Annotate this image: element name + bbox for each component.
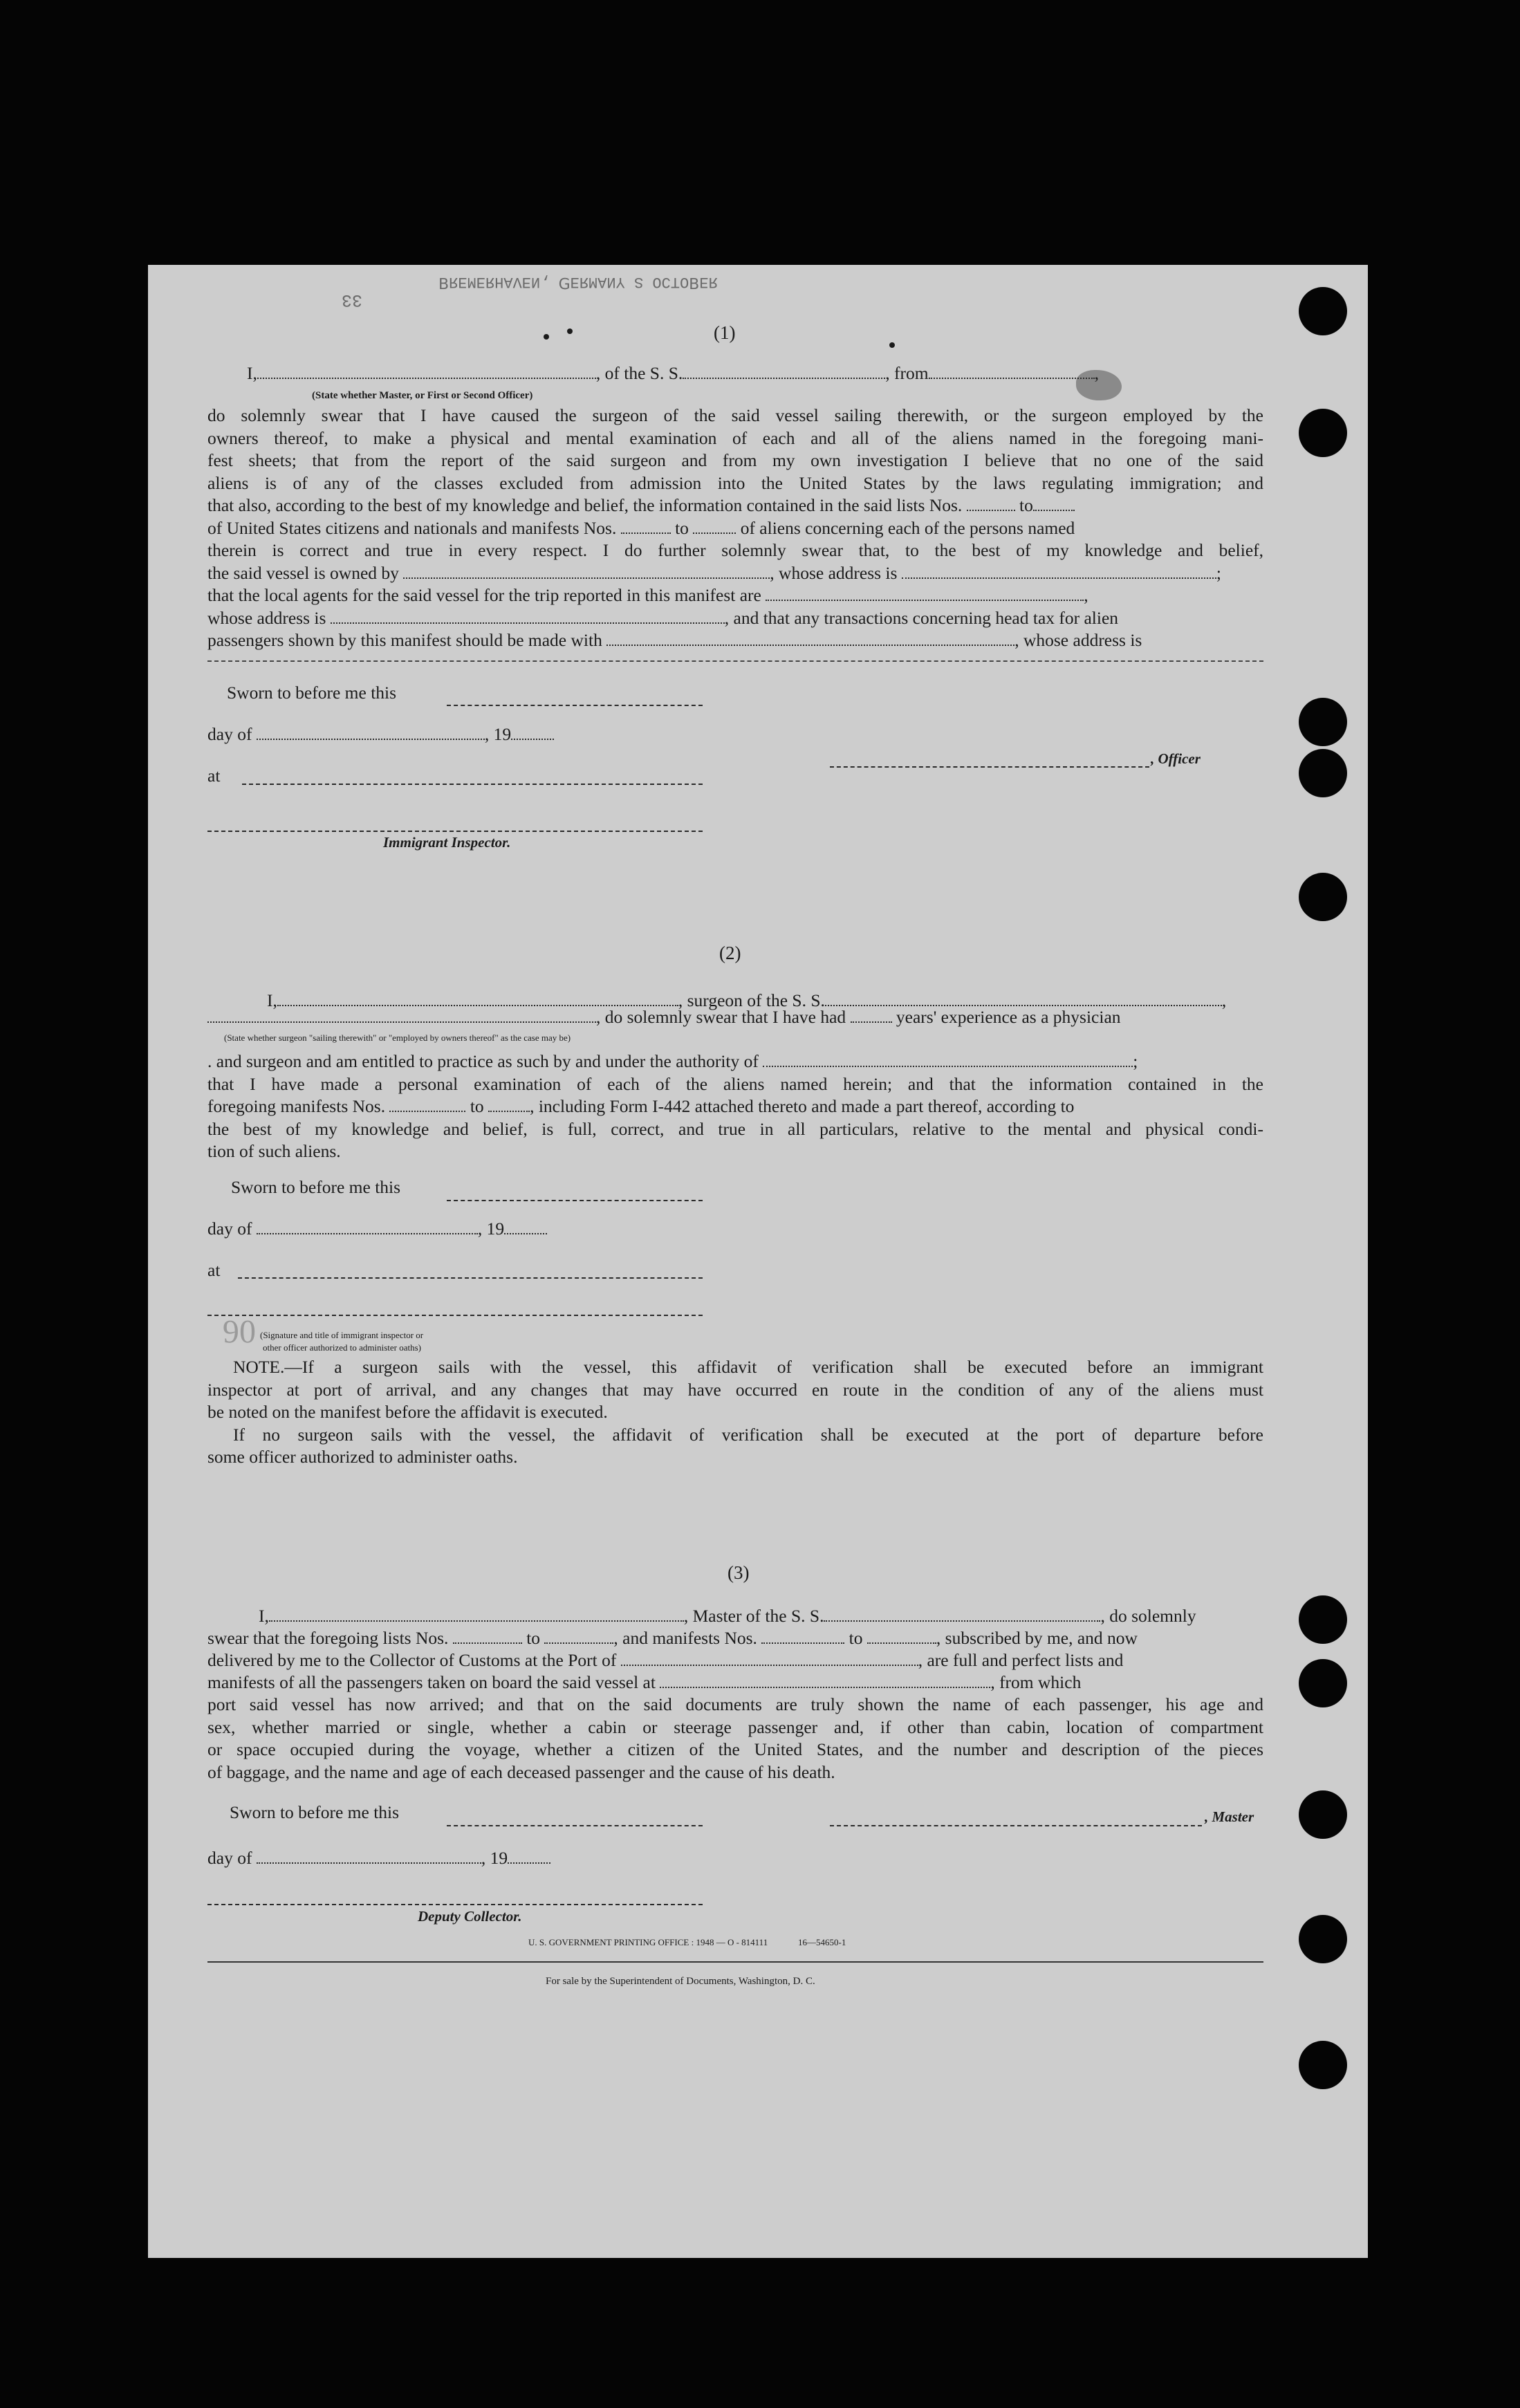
sec3-line-boarded: manifests of all the passengers taken on board the said vessel at , from which [207, 1672, 1082, 1692]
sec2-signature-label: (Signature and title of immigrant inspector or [260, 1330, 424, 1340]
sec2-signature-label: other officer authorized to administer oaths) [263, 1342, 421, 1353]
binder-hole [1299, 1659, 1347, 1707]
sec2-para-line: tion of such aliens. [207, 1141, 341, 1161]
sec1-line-officer: I, , of the S. S. , from , [247, 363, 1099, 383]
binder-hole [1299, 1790, 1347, 1839]
sec3-para-line: sex, whether married or single, whether a cabin or steerage passenger and, if other than cabin, location of compartment [207, 1716, 1263, 1737]
binder-hole [1299, 749, 1347, 797]
margin-mark: 06 [223, 1313, 256, 1350]
officer-label: , Officer [1151, 750, 1201, 767]
sec2-signature-line [207, 1315, 703, 1316]
sec1-para-line: whose address is , and that any transactions concerning head tax for alien [207, 607, 1119, 628]
note-line: NOTE.—If a surgeon sails with the vessel, this affidavit of verification shall be executed before an immigrant [233, 1357, 1263, 1377]
binder-hole [1299, 287, 1347, 335]
gpo-imprint: U. S. GOVERNMENT PRINTING OFFICE : 1948 — O - 814111 [528, 1937, 768, 1947]
binder-hole [1299, 873, 1347, 921]
sec1-para-line: that also, according to the best of my knowledge and belief, the information contained in the said lists Nos. to [207, 494, 1263, 517]
sec1-sworn: Sworn to before me this [227, 683, 397, 703]
page-number-stamp: 33 [342, 290, 363, 310]
sec1-paragraph [207, 405, 1263, 652]
sec3-day-of: day of , 19 [207, 1847, 550, 1870]
binder-hole [1299, 409, 1347, 457]
manifest-sheet [148, 265, 1368, 2258]
ink-dot [544, 334, 549, 340]
sec2-paragraph [207, 1050, 1263, 1163]
sec2-para-line: that I have made a personal examination of each of the aliens named herein; and that the information contained in the [207, 1073, 1263, 1094]
ink-dot [889, 342, 895, 348]
sworn-date-line [447, 705, 703, 706]
sec2-at: at [207, 1260, 221, 1280]
sworn-date-line [447, 1825, 703, 1826]
sec3-sworn: Sworn to before me this [230, 1802, 400, 1822]
sec1-at: at [207, 766, 221, 786]
binder-hole [1299, 2041, 1347, 2089]
sec1-address-line [207, 660, 1263, 662]
officer-signature-line [830, 766, 1149, 768]
inspector-signature-line [207, 831, 703, 832]
section-2-number: (2) [719, 943, 741, 963]
sec1-day-of: day of , 19 [207, 723, 554, 746]
sec1-at-line [242, 784, 703, 785]
section-1-number: (1) [714, 322, 736, 343]
footer-rule [207, 1961, 1263, 1963]
deputy-signature-line [207, 1904, 703, 1905]
sec1-para-line: fest sheets; that from the report of the said surgeon and from my own investigation I believe that no one of the said [207, 450, 1263, 470]
sec1-para-line: passengers shown by this manifest should be made with , whose address is [207, 630, 1142, 650]
sec1-para-line: therein is correct and true in every respect. I do further solemnly swear that, to the best of my knowledge and belief, [207, 540, 1263, 560]
sec3-para-line: or space occupied during the voyage, whether a citizen of the United States, and the number and description of the pieces [207, 1739, 1263, 1759]
binder-hole [1299, 698, 1347, 746]
sec1-officer-label: (State whether Master, or First or Second Officer) [312, 390, 533, 401]
section-3-number: (3) [727, 1562, 750, 1583]
sec1-para-line: the said vessel is owned by , whose address is ; [207, 562, 1221, 583]
sec2-at-line [238, 1277, 703, 1279]
sec3-line-port: delivered by me to the Collector of Customs at the Port of , are full and perfect lists and [207, 1650, 1124, 1670]
sec3-line-master: I, , Master of the S. S. , do solemnly [259, 1606, 1196, 1626]
inspector-label: Immigrant Inspector. [383, 834, 511, 851]
sec2-para-line: foregoing manifests Nos. to , including Form I-442 attached thereto and made a part thereof, according to [207, 1096, 1075, 1116]
note-line: some officer authorized to administer oaths. [207, 1447, 518, 1467]
sec2-day-of: day of , 19 [207, 1218, 547, 1241]
master-signature-line [830, 1825, 1202, 1826]
ink-dot [567, 328, 573, 334]
note-line: be noted on the manifest before the affidavit is executed. [207, 1402, 608, 1422]
form-number: 16—54650-1 [798, 1937, 846, 1947]
sec2-sworn: Sworn to before me this [231, 1177, 401, 1197]
sec3-paragraph [207, 1694, 1263, 1784]
sec1-para-line: aliens is of any of the classes excluded from admission into the United States by the laws regulating immigration; and [207, 472, 1263, 493]
note-line: If no surgeon sails with the vessel, the affidavit of verification shall be executed at the port of departure before [233, 1424, 1263, 1445]
binder-hole [1299, 1595, 1347, 1644]
master-label: , Master [1205, 1808, 1254, 1825]
sec2-surgeon-label: (State whether surgeon "sailing therewith" or "employed by owners thereof" as the case may be) [224, 1032, 571, 1043]
sale-notice: For sale by the Superintendent of Documents, Washington, D. C. [546, 1976, 815, 1987]
sec2-line-experience: , do solemnly swear that I have had years' experience as a physician [207, 1006, 1121, 1029]
sec2-notes [207, 1356, 1263, 1469]
sec2-para-line: the best of my knowledge and belief, is full, correct, and true in all particulars, relative to the mental and physical condi- [207, 1118, 1263, 1139]
sec3-line-lists: swear that the foregoing lists Nos. to , and manifests Nos. to , subscribed by me, and now [207, 1628, 1138, 1648]
bleed-through-text: ЯƎꓭOTƆO S YИAMЯƎꓨ ,ИƎVAHЯƎMƎЯꓭ [438, 273, 718, 290]
sec1-para-line: do solemnly swear that I have caused the surgeon of the said vessel sailing therewith, or the surgeon employed by the [207, 405, 1263, 425]
sec3-para-line: of baggage, and the name and age of each deceased passenger and the cause of his death. [207, 1761, 835, 1782]
binder-hole [1299, 1915, 1347, 1963]
sec2-para-line: . and surgeon and am entitled to practice as such by and under the authority of ; [207, 1051, 1138, 1071]
sec1-para-line: that the local agents for the said vessel for the trip reported in this manifest are , [207, 585, 1088, 605]
sec1-para-line: of United States citizens and nationals and manifests Nos. to of aliens concerning each of the persons named [207, 517, 1075, 538]
sworn-date-line [447, 1200, 703, 1201]
deputy-label: Deputy Collector. [418, 1908, 522, 1925]
sec1-para-line: owners thereof, to make a physical and mental examination of each and all of the aliens named in the foregoing mani- [207, 427, 1263, 448]
sec2-line-surgeon: I, , surgeon of the S. S. , [267, 990, 1227, 1010]
note-line: inspector at port of arrival, and any changes that may have occurred en route in the condition of any of the aliens must [207, 1379, 1263, 1400]
sec3-para-line: port said vessel has now arrived; and that on the said documents are truly shown the name of each passenger, his age and [207, 1694, 1263, 1714]
